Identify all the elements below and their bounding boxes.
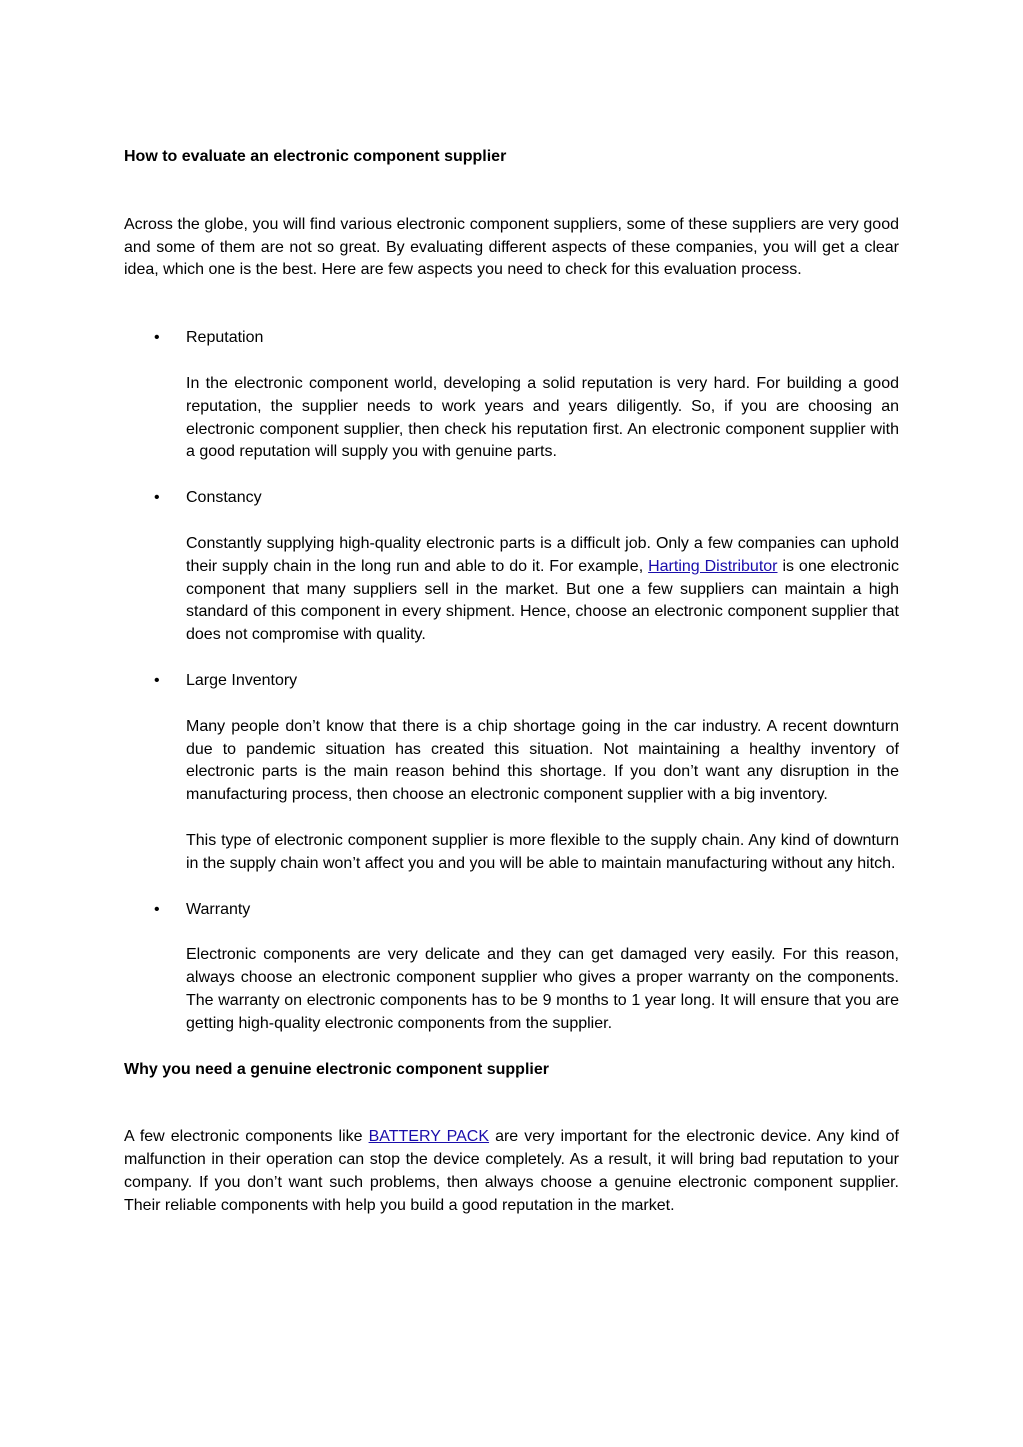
bullet-icon: • — [154, 489, 160, 507]
section-paragraph-warranty: Electronic components are very delicate and they can get damaged very easily. For this reason, always choose an electronic component supplier who gives a proper warranty on the components. The warranty on electronic components has to be 9 months to 1 year long. It will ensure that you are getting high-quality electronic components from the supplier. — [186, 946, 899, 1032]
bullet-icon: • — [154, 329, 160, 347]
section-title-reputation: Reputation — [186, 329, 264, 347]
page-title: How to evaluate an electronic component supplier — [124, 148, 507, 165]
section-title-constancy: Constancy — [186, 489, 262, 507]
paragraph-text: are very important for the electronic device. Any kind of malfunction in their operation can stop the device completely. As a result, it will bring bad reputation to your company. If you don’t want such problems, then always choose a genuine electronic component supplier. Their reliable components with help you build a good reputation in the market. — [124, 1128, 900, 1214]
section-paragraph-reputation: In the electronic component world, developing a solid reputation is very hard. For building a good reputation, the supplier needs to work years and years diligently. So, if you are choosing an electronic component supplier, then check his reputation first. An electronic component supplier with a good reputation will supply you with genuine parts. — [186, 374, 899, 461]
section-paragraph-large-inventory-2: This type of electronic component supplier is more flexible to the supply chain. Any kind of downturn in the supply chain won’t affect you and you will be able to maintain manufacturing without any hitch. — [186, 831, 899, 872]
paragraph-text: is one electronic component that many suppliers sell in the market. But one a few suppliers can maintain a high standard of this component in every shipment. Hence, choose an electronic component supplier that does not compromise with quality. — [186, 557, 900, 644]
bullet-icon: • — [154, 671, 160, 689]
document-page — [124, 146, 899, 1218]
list-item-large-inventory — [124, 670, 899, 876]
list-item-reputation — [124, 327, 899, 464]
section-paragraph-genuine-supplier — [124, 1126, 899, 1217]
harting-distributor-link[interactable]: Harting Distributor — [648, 557, 778, 575]
bullet-icon: • — [154, 900, 160, 918]
battery-pack-link[interactable]: BATTERY PACK — [368, 1128, 490, 1146]
list-item-warranty — [124, 899, 899, 1036]
intro-paragraph: Across the globe, you will find various electronic component suppliers, some of these suppliers are very good and some of them are not so great. By evaluating different aspects of these companies, you will get a clear idea, which one is the best. Here are few aspects you need to check for this evaluation process. — [124, 215, 899, 279]
section-paragraph-constancy — [186, 533, 899, 647]
section-title-warranty: Warranty — [186, 900, 251, 918]
section-heading-genuine-supplier: Why you need a genuine electronic component supplier — [124, 1060, 549, 1078]
paragraph-text: A few electronic components like — [124, 1128, 369, 1146]
paragraph-text: Constantly supplying high-quality electronic parts is a difficult job. Only a few companies can uphold their supply chain in the long run and able to do it. For example, — [186, 534, 899, 575]
section-paragraph-large-inventory-1: Many people don’t know that there is a chip shortage going in the car industry. A recent downturn due to pandemic situation has created this situation. Not maintaining a healthy inventory of electronic parts is the main reason behind this shortage. If you don’t want any disruption in the manufacturing process, then choose an electronic component supplier with a big inventory. — [186, 717, 899, 804]
list-item-constancy — [124, 487, 899, 647]
section-title-large-inventory: Large Inventory — [186, 671, 298, 689]
